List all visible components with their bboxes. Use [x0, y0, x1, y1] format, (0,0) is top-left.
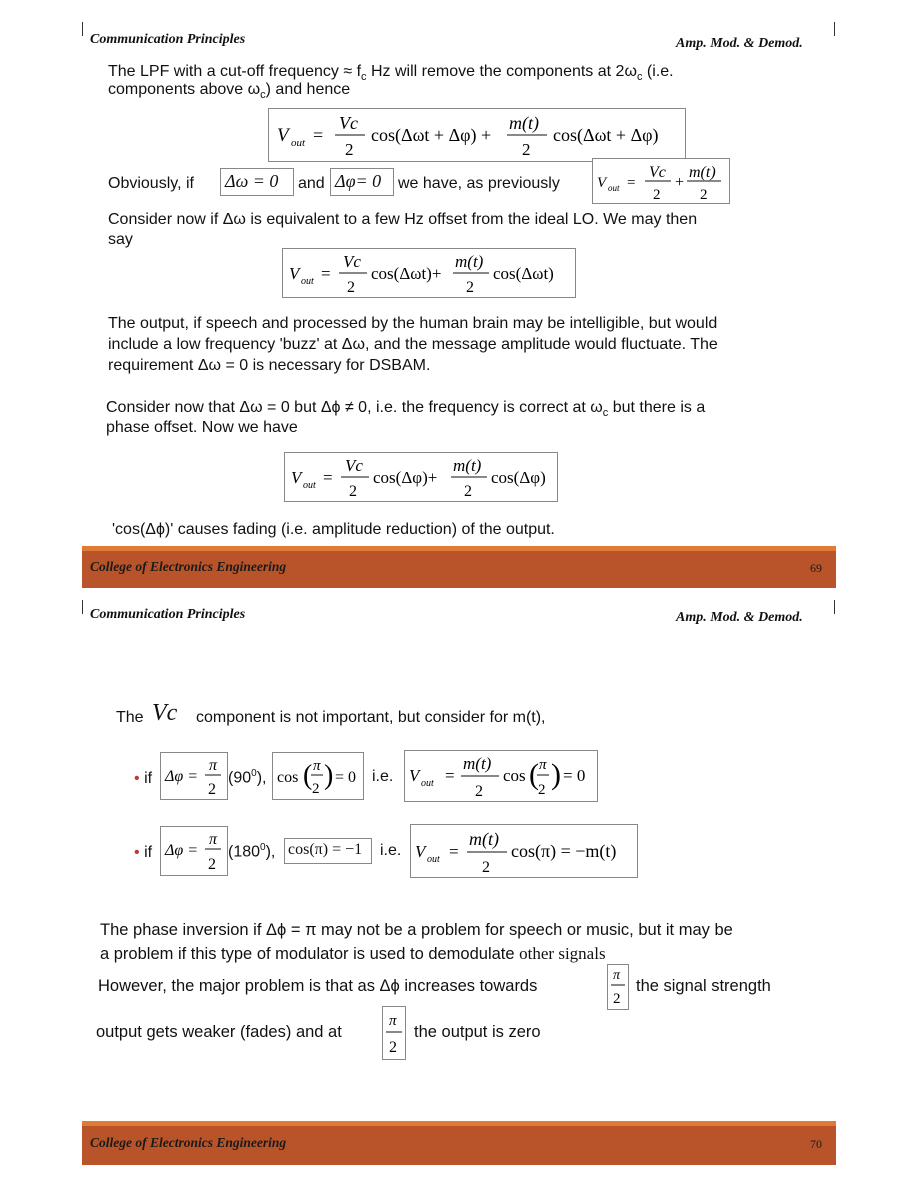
svg-text:=: = [449, 842, 459, 861]
svg-text:=: = [321, 264, 331, 283]
svg-text:π: π [389, 1013, 397, 1029]
svg-text:V: V [597, 175, 607, 191]
header-right-title: Amp. Mod. & Demod. [676, 610, 803, 625]
svg-text:(: ( [303, 760, 313, 791]
svg-text:= 0: = 0 [335, 769, 357, 786]
b1-delta-phi-box [160, 752, 228, 800]
svg-text:Δφ =: Δφ = [165, 768, 199, 785]
svg-text:out: out [421, 778, 434, 789]
output-paragraph-line3: requirement Δω = 0 is necessary for DSBAM. [108, 357, 431, 374]
svg-text:=: = [313, 125, 324, 145]
eq1-num1: Vc [339, 113, 358, 133]
b2-delta-phi-box [160, 826, 228, 876]
output-paragraph-line2: include a low frequency 'buzz' at Δω, and the message amplitude would fluctuate. The [108, 336, 718, 353]
however-pi-over-2-box [607, 964, 629, 1010]
consider-phase-line1: Consider now that Δω = 0 but Δϕ ≠ 0, i.e. the frequency is correct at $\omega_c$ but there is a [106, 399, 706, 420]
svg-text:2: 2 [389, 1039, 397, 1056]
svg-text:out: out [427, 854, 440, 865]
svg-text:2: 2 [538, 782, 546, 798]
svg-text:out: out [608, 183, 620, 193]
svg-text:): ) [551, 758, 561, 791]
eq1-den1: 2 [345, 140, 354, 159]
svg-text:V: V [415, 842, 426, 861]
eq1-lhs: V [277, 125, 289, 146]
b1-ie: i.e. [372, 768, 394, 785]
svg-text:2: 2 [613, 991, 621, 1007]
svg-text:Vc: Vc [345, 456, 363, 475]
header-left-rule [82, 22, 83, 36]
consider-phase-line2: phase offset. Now we have [106, 419, 298, 436]
svg-text:2: 2 [349, 483, 357, 500]
page-number: 70 [810, 1137, 822, 1151]
bullet-1: • if [134, 770, 153, 787]
header-right-rule [834, 600, 835, 614]
bullet-2: • if [134, 844, 153, 861]
svg-text:2: 2 [208, 856, 216, 873]
eq1-lhs-sub: out [291, 137, 306, 149]
svg-text:2: 2 [464, 483, 472, 500]
b1-cos-box [272, 752, 364, 800]
svg-text:2: 2 [475, 783, 483, 800]
equation-vout-previous [592, 158, 730, 204]
header-right-rule [834, 22, 835, 36]
equation-vout-phase-offset [284, 452, 558, 502]
svg-text:+: + [675, 174, 685, 191]
weaker-text: output gets weaker (fades) and at [96, 1023, 342, 1041]
vc-line-post: component is not important, but consider for m(t), [196, 709, 546, 726]
svg-text:cos(π) = −m(t): cos(π) = −m(t) [511, 841, 617, 861]
b2-ie: i.e. [380, 842, 402, 859]
b2-degree: $(180^0)$, [228, 842, 276, 861]
svg-text:=: = [445, 766, 455, 785]
b1-vout-box [404, 750, 598, 802]
svg-text:=: = [627, 175, 636, 191]
svg-text:2: 2 [347, 279, 355, 296]
svg-text:π: π [539, 757, 547, 773]
svg-text:2: 2 [700, 187, 708, 203]
svg-text:π: π [313, 758, 321, 774]
equation-vout-freq-offset [282, 248, 576, 298]
page-number: 69 [810, 561, 822, 575]
svg-text:2: 2 [653, 187, 661, 203]
svg-text:cos(Δωt)+: cos(Δωt)+ [371, 264, 442, 283]
footer-bar-69 [82, 546, 836, 588]
fading-sentence: 'cos(Δϕ)' causes fading (i.e. amplitude reduction) of the output. [112, 521, 555, 538]
and-text: and [298, 175, 325, 192]
svg-text:V: V [291, 468, 302, 487]
svg-text:out: out [301, 276, 314, 287]
footer-college-name: College of Electronics Engineering [90, 1135, 287, 1150]
eq1-cos2: cos(Δωt + Δφ) [553, 125, 659, 145]
eq1-num2: m(t) [509, 113, 539, 133]
as-previously-text: we have, as previously [398, 175, 560, 192]
svg-text:cos: cos [503, 766, 526, 785]
svg-text:cos(Δωt): cos(Δωt) [493, 264, 554, 283]
header-right-title: Amp. Mod. & Demod. [676, 36, 803, 51]
output-zero-text: the output is zero [414, 1023, 541, 1041]
however-text: However, the major problem is that as Δϕ increases towards [98, 977, 538, 995]
svg-text:): ) [324, 760, 334, 791]
footer-bar-70 [82, 1121, 836, 1165]
eq1-den2: 2 [522, 140, 531, 159]
lpf-paragraph-line1: The LPF with a cut-off frequency ≈ $f_c$ Hz will remove the components at $2\omega_c$ (i.e. [108, 63, 674, 84]
b2-cos-box: cos(π) = −1 [284, 838, 372, 864]
svg-text:m(t): m(t) [453, 456, 482, 475]
header-left-rule [82, 600, 83, 614]
obviously-text: Obviously, if [108, 175, 194, 192]
b2-vout-box [410, 824, 638, 878]
phase-inversion-line1: The phase inversion if Δϕ = π may not be a problem for speech or music, but it may be [100, 921, 733, 939]
lpf-paragraph-line2: components above $\omega_c$) and hence [108, 81, 351, 102]
svg-text:Vc: Vc [649, 164, 666, 181]
svg-text:out: out [303, 480, 316, 491]
vc-symbol: Vc [152, 700, 178, 726]
output-paragraph-line1: The output, if speech and processed by the human brain may be intelligible, but would [108, 315, 718, 332]
svg-text:2: 2 [312, 781, 320, 797]
svg-text:π: π [613, 968, 621, 983]
phase-inversion-line2: a problem if this type of modulator is used to demodulate other signals [100, 944, 606, 963]
delta-omega-zero-box: Δω = 0 [220, 168, 294, 196]
eq1-cos1: cos(Δωt + Δφ) + [371, 125, 492, 145]
signal-strength-text: the signal strength [636, 977, 771, 995]
vc-line-pre: The [116, 709, 144, 726]
svg-text:π: π [209, 831, 218, 848]
svg-text:V: V [289, 264, 300, 283]
footer-college-name: College of Electronics Engineering [90, 559, 287, 574]
svg-text:m(t): m(t) [469, 829, 499, 849]
b1-degree: $(90^0)$, [228, 768, 267, 787]
svg-text:= 0: = 0 [563, 766, 586, 785]
svg-text:cos(Δφ)+: cos(Δφ)+ [373, 468, 438, 487]
svg-text:cos: cos [277, 769, 299, 786]
svg-text:2: 2 [208, 781, 216, 798]
svg-text:2: 2 [482, 859, 490, 876]
svg-text:(: ( [529, 758, 539, 791]
svg-text:m(t): m(t) [689, 164, 716, 181]
svg-text:Δφ =: Δφ = [165, 842, 199, 859]
weaker-pi-over-2-box [382, 1006, 406, 1060]
equation-vout-general [268, 108, 686, 162]
header-left-title: Communication Principles [90, 607, 246, 622]
header-left-title: Communication Principles [90, 32, 246, 47]
svg-text:cos(Δφ): cos(Δφ) [491, 468, 546, 487]
svg-text:m(t): m(t) [463, 754, 492, 773]
svg-text:π: π [209, 757, 218, 774]
svg-text:Vc: Vc [343, 252, 361, 271]
svg-text:m(t): m(t) [455, 252, 484, 271]
svg-text:2: 2 [466, 279, 474, 296]
svg-text:V: V [409, 766, 420, 785]
consider-offset-line2: say [108, 231, 133, 248]
svg-text:=: = [323, 468, 333, 487]
delta-phi-zero-box: Δφ= 0 [330, 168, 394, 196]
consider-offset-line1: Consider now if Δω is equivalent to a few Hz offset from the ideal LO. We may then [108, 211, 698, 228]
